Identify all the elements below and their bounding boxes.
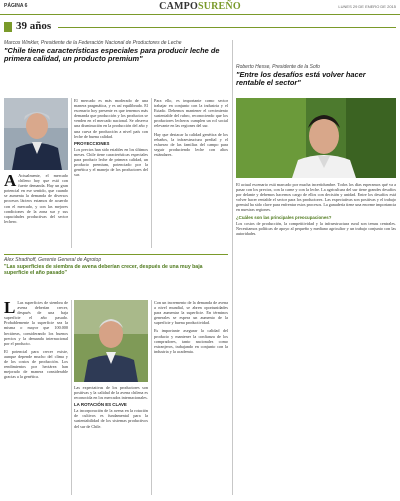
issue-date: LUNES 29 DE ENERO DE 2015 bbox=[338, 4, 396, 9]
photo-roberto-hesse bbox=[236, 98, 396, 178]
article2-body bbox=[236, 182, 396, 495]
article3-col-b2-text: La incorporación de la avena en la rotación de cultivos es fundamental para la sustentabilidad de los sistemas productivos del sur de Chile. bbox=[74, 408, 148, 429]
page-number: PÁGINA 6 bbox=[4, 3, 28, 9]
article1-kicker: Marcos Winkler, Presidente de la Federación Nacional de Productores de Leche bbox=[4, 40, 182, 46]
article2-kicker: Roberto Hesse, Presidente de la Sofo bbox=[236, 64, 320, 70]
article1-column-b bbox=[74, 98, 148, 250]
article3-col-b-text: Las expectativas de los productores son positivas y la calidad de la avena chilena es reconocida en los mercados internacionales. bbox=[74, 385, 148, 401]
article3-col-a2-text: El potencial para crecer existe, aunque depende mucho del clima y de los costos de producción. Los rendimientos por hectárea han mejorado de manera considerable gracias a la genética. bbox=[4, 348, 68, 380]
column-divider bbox=[71, 300, 72, 495]
article3-col-c2-text: Es importante asegurar la calidad del producto y mantener la confianza de los compradores, tanto nacionales como extranjeros, trabajando en conjunto con la industria y la academia. bbox=[154, 328, 228, 354]
article1-headline: "Chile tiene características especiales para producir leche de primera calidad, un producto premium" bbox=[4, 46, 220, 63]
page-header bbox=[0, 0, 400, 15]
photo-alex-stradhoff bbox=[74, 300, 148, 382]
section-marker bbox=[4, 22, 12, 32]
article-separator bbox=[4, 254, 228, 255]
article3-col-a-text: Las superficies de siembra de avena deberían crecer, después de una baja superficie el año pasado. Probablemente la superficie sea la misma o mayor que 100.000 hectáreas, considerando los buenos precios y la demanda internacional por el producto. bbox=[4, 300, 68, 346]
article3-headline: "Las superficies de siembra de avena deberían crecer, después de una muy baja superficie el año pasado" bbox=[4, 264, 203, 276]
masthead-right: SUREÑO bbox=[197, 1, 241, 12]
section-banner bbox=[4, 22, 396, 36]
article3-dropcap: L bbox=[4, 300, 16, 317]
article1-col-c-text: Para ello, es importante como sector trabajar en conjunto con la industria y el Estado. Debemos mantener el crecimiento sustentable del rubro, reconociendo que los productores lecheros cumplen un rol social relevante en las regiones del sur. bbox=[154, 98, 228, 129]
article3-subhead: LA ROTACIÓN ES CLAVE bbox=[74, 402, 127, 408]
article3-kicker: Alex Stradhoff, Gerente General de Agrotop bbox=[4, 257, 102, 263]
column-divider bbox=[151, 98, 152, 248]
article1-col-b2-text: Los precios han sido estables en los últimos meses. Chile tiene características especiales para producir leche de primera calidad, un producto premium, potenciado por la genética y el manejo de los productores del sur. bbox=[74, 146, 148, 178]
article3-column-b bbox=[74, 385, 148, 495]
article2-body2-text: Los costos de producción, la competitividad y la infraestructura rural son temas centrales. Necesitamos políticas de apoyo al pequeño y mediano agricultor y un trabajo conjunto con las autoridades. bbox=[236, 220, 396, 236]
article2-headline: "Entre los desafíos está volver hacer rentable el sector" bbox=[236, 70, 366, 87]
article2-body-text: El actual escenario está marcado por mucha incertidumbre. Todos los días esperamos qué va a pasar con los precios, con la carne y con la leche. La agricultura del sur tiene grandes desafíos por delante y debemos hacernos cargo de ellos con decisión y unidad. Entre los desafíos está volver hacer rentable el sector para los productores. Las expectativas son positivas y el trabajo gremial ha sido clave para enfrentar estos procesos. La ganadería tiene una enorme importancia en nuestras regiones. bbox=[236, 182, 396, 213]
article1-dropcap: A bbox=[4, 173, 17, 190]
page-column-divider bbox=[232, 40, 233, 495]
section-title: 39 años bbox=[16, 20, 52, 32]
article3-col-c-text: Con un incremento de la demanda de avena a nivel mundial, se abren oportunidades para aumentar la superficie. En términos generales se espera un aumento de la superficie y buena productividad. bbox=[154, 300, 228, 326]
photo-marcos-winkler bbox=[4, 98, 68, 170]
article1-subhead: PROYECCIONES bbox=[74, 140, 110, 146]
section-rule bbox=[58, 27, 396, 28]
article3-column-c bbox=[154, 300, 228, 495]
column-divider bbox=[151, 300, 152, 495]
column-divider bbox=[71, 98, 72, 248]
article1-col-c2-text: Hay que destacar la calidad genética de los rebaños, la infraestructura predial y el esfuerzo de las familias del campo para seguir produciendo leche con altos estándares. bbox=[154, 131, 228, 157]
masthead-left: CAMPO bbox=[159, 1, 198, 12]
article1-col-a-text: Actualmente, el mercado chileno hoy que está con fuerte demanda. Hay un gran potencial en ese sentido, que cuando se aumenta la demanda de diversos procesos lácteos estamos de acuerdo con el mercado, y con las mejores condiciones de la zona sur y sus capacidades productivas del sector lechero. bbox=[4, 173, 68, 224]
article2-subhead: ¿Cuáles son las principales preocupaciones? bbox=[236, 214, 332, 220]
article1-column-a bbox=[4, 173, 68, 253]
article1-col-b-text: El mercado es más moderado de una manera pragmática, y es así equilibrado. El escenario hoy presente es que tenemos más demanda que producción y los productos se venden en el mercado nacional. Se observa una disminución en la producción del año y una curva de producción a nivel país con leche de buena calidad. bbox=[74, 98, 148, 139]
article1-column-c bbox=[154, 98, 228, 250]
article3-column-a bbox=[4, 300, 68, 495]
